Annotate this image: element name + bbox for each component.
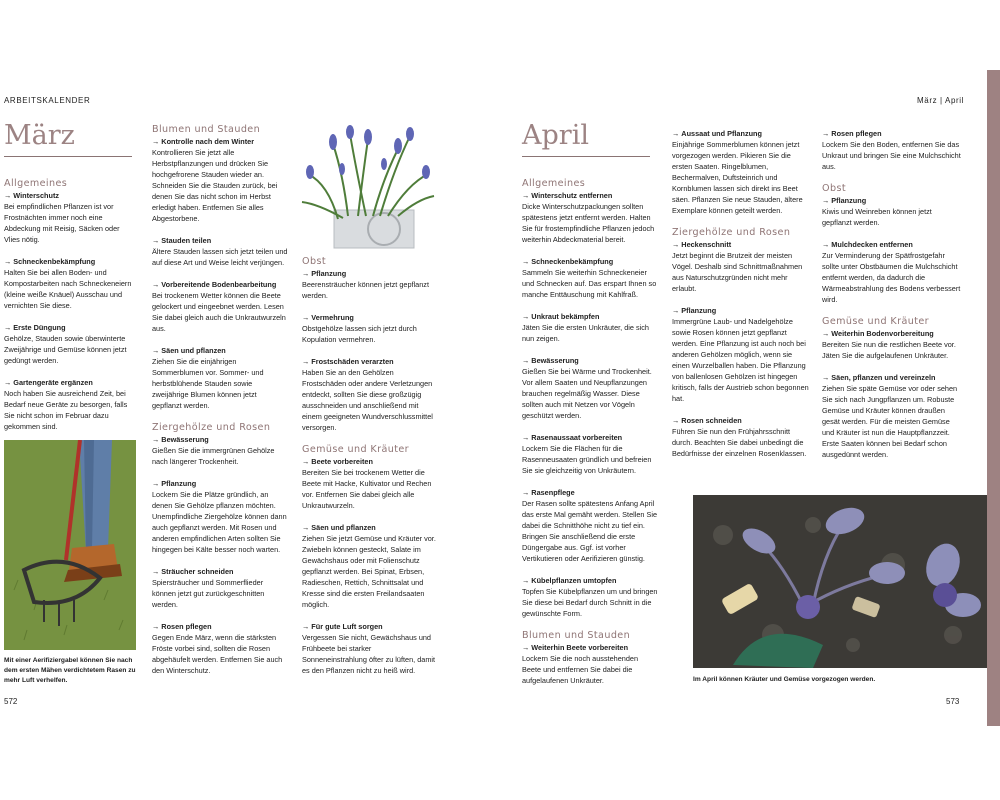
arrow-icon: → (522, 257, 530, 266)
section-heading: Allgemeines (522, 178, 586, 189)
arrow-icon: → (822, 196, 830, 205)
arrow-icon: → (152, 567, 160, 576)
running-header-left: ARBEITSKALENDER (4, 96, 91, 105)
arrow-icon: → (152, 280, 160, 289)
maerz-col2 (152, 124, 288, 687)
section-heading: Ziergehölze und Rosen (152, 422, 271, 433)
task-item: → Stauden teilen Ältere Stauden lassen sich jetzt teilen und auf diese Art und Weise leicht verjüngen. (152, 236, 288, 267)
arrow-icon: → (522, 433, 530, 442)
title-rule (522, 156, 650, 157)
task-item: → Rosen pflegen Lockern Sie den Boden, entfernen Sie das Unkraut und bringen Sie eine Mulchschicht aus. (822, 129, 961, 171)
arrow-icon: → (4, 191, 12, 200)
arrow-icon: → (522, 356, 530, 365)
task-item: → Rosen schneiden Führen Sie nun den Frühjahrsschnitt durch. Beachten Sie dabei unbedingt die Bedürfnisse der einzelnen Rosenklassen. (672, 416, 807, 458)
arrow-icon: → (522, 576, 530, 585)
arrow-icon: → (302, 269, 310, 278)
section-heading: Blumen und Stauden (522, 630, 631, 641)
task-item: → Erste Düngung Gehölze, Stauden sowie überwinterte Zweijährige und Gemüse können jetzt gedüngt werden. (4, 323, 127, 365)
arrow-icon: → (152, 622, 160, 631)
task-item: → Für gute Luft sorgen Vergessen Sie nicht, Gewächshaus und Frühbeete bei starker Sonneneinstrahlung öfter zu lüften, damit es den Pflanzen nicht zu heiß wird. (302, 622, 436, 675)
task-item: → Frostschäden verarzten Haben Sie an den Gehölzen Frostschäden oder andere Verletzungen entdeckt, sollten Sie diese großzügig ausschneiden und anschließend mit einem geeigneten Wundverschlussmittel versorgen. (302, 357, 433, 432)
arrow-icon: → (822, 240, 830, 249)
task-item: → Weiterhin Bodenvorbereitung Bereiten Sie nun die restlichen Beete vor. Jäten Sie die aufgelaufenen Unkräuter. (822, 329, 956, 360)
arrow-icon: → (152, 236, 160, 245)
task-item: → Bewässerung Gießen Sie bei Wärme und Trockenheit. Vor allem Saaten und Neupflanzungen brauchen regelmäßig Wasser. Diese sollten auch mit Netzen vor Vögeln geschützt werden. (522, 356, 652, 420)
arrow-icon: → (302, 622, 310, 631)
task-item: → Unkraut bekämpfen Jäten Sie die ersten Unkräuter, die sich nun zeigen. (522, 312, 649, 343)
task-item: → Pflanzung Immergrüne Laub- und Nadelgehölze sowie Rosen können jetzt gepflanzt werden. Eine Pflanzung ist auch noch bei anderen Gehölzen möglich, wenn sie einen Wurzelballen haben. Die Pflanzung von ballenlosen Gehölzen ist hingegen kritisch, falls der Austrieb schon begonnen hat. (672, 306, 809, 403)
arrow-icon: → (672, 416, 680, 425)
task-item: → Vermehrung Obstgehölze lassen sich jetzt durch Kopulation vermehren. (302, 313, 417, 344)
arrow-icon: → (822, 129, 830, 138)
task-item: → Rasenaussaat vorbereiten Lockern Sie die Flächen für die Rasenneusaaten gründlich und befreien Sie sie gleichzeitig von Unkräutern. (522, 433, 652, 475)
task-item: → Mulchdecken entfernen Zur Verminderung der Spätfrostgefahr sollte unter Obstbäumen die Mulchschicht entfernt werden, da dadurch die Wärmeabstrahlung des Bodens verbessert wird. (822, 240, 961, 304)
page-number-right: 573 (946, 697, 960, 706)
task-item: → Pflanzung Beerensträucher können jetzt gepflanzt werden. (302, 269, 429, 300)
arrow-icon: → (672, 306, 680, 315)
arrow-icon: → (522, 312, 530, 321)
section-heading: Ziergehölze und Rosen (672, 227, 791, 238)
arrow-icon: → (522, 488, 530, 497)
page-number-left: 572 (4, 697, 18, 706)
task-item: → Weiterhin Beete vorbereiten Lockern Sie die noch ausstehenden Beete und entfernen Sie dabei die aufgelaufenen Unkräuter. (522, 643, 639, 685)
task-item: → Pflanzung Kiwis und Weinreben können jetzt gepflanzt werden. (822, 196, 932, 227)
running-header-right: März | April (917, 96, 965, 105)
arrow-icon: → (152, 479, 160, 488)
maerz-col3 (302, 256, 438, 687)
april-col2 (672, 128, 810, 470)
arrow-icon: → (152, 137, 160, 146)
photo-caption: Im April können Kräuter und Gemüse vorgezogen werden. (693, 676, 876, 683)
task-item: → Gartengeräte ergänzen Noch haben Sie ausreichend Zeit, bei Bedarf neue Geräte zu besorgen, falls Sie nicht schon im Februar dazu gekommen sind. (4, 378, 128, 431)
month-title-april: April (522, 120, 589, 151)
arrow-icon: → (302, 313, 310, 322)
section-heading: Blumen und Stauden (152, 124, 261, 135)
task-item: → Schneckenbekämpfung Sammeln Sie weiterhin Schneckeneier und Schnecken auf. Das erspart Ihnen so manche Enttäuschung mit Kahlfraß. (522, 257, 657, 299)
photo-aerator-fork (4, 440, 136, 650)
maerz-col1 (4, 178, 136, 443)
arrow-icon: → (4, 378, 12, 387)
photo-seedlings (693, 495, 987, 668)
arrow-icon: → (4, 323, 12, 332)
arrow-icon: → (672, 240, 680, 249)
arrow-icon: → (522, 643, 530, 652)
task-item: → Kontrolle nach dem Winter Kontrollieren Sie jetzt alle Herbstpflanzungen und drücken Sie hochgefrorene Stauden wieder an. Schneiden Sie die Stauden zurück, bei denen Sie das nicht schon im Herbst erledigt haben. Entfernen Sie alles Abgestorbene. (152, 137, 278, 223)
photo-grape-hyacinths (298, 124, 436, 250)
section-heading: Gemüse und Kräuter (822, 316, 930, 327)
task-item: → Rasenpflege Der Rasen sollte spätestens Anfang April das erste Mal gemäht werden. Stellen Sie dabei die Schnitthöhe nicht zu tief ein. Bringen Sie anschließend die erste Düngergabe aus. Ggf. ist vorher Vertikutieren oder Aerifizieren günstig. (522, 488, 658, 563)
title-rule (4, 156, 132, 157)
arrow-icon: → (302, 457, 310, 466)
section-heading: Gemüse und Kräuter (302, 444, 410, 455)
arrow-icon: → (302, 523, 310, 532)
april-col3 (822, 128, 962, 471)
arrow-icon: → (302, 357, 310, 366)
arrow-icon: → (4, 257, 12, 266)
task-item: → Schneckenbekämpfung Halten Sie bei allen Boden- und Kompostarbeiten nach Schneckeneiern (kleine weiße Knäuel) Ausschau und vernichten Sie diese. (4, 257, 132, 310)
photo-caption: Mit einer Aerifiziergabel können Sie nach dem ersten Mähen verdichtetem Rasen zu mehr Luft verhelfen. (4, 657, 136, 684)
task-item: → Sträucher schneiden Spiersträucher und Sommerflieder können jetzt gut zurückgeschnitten werden. (152, 567, 265, 609)
task-item: → Heckenschnitt Jetzt beginnt die Brutzeit der meisten Vögel. Deshalb sind Schnittmaßnahmen aus Naturschutzgründen nicht mehr erlaubt. (672, 240, 803, 293)
task-item: → Vorbereitende Bodenbearbeitung Bei trockenem Wetter können die Beete gelockert und eingeebnet werden. Lesen Sie dabei gleich auch die Unkrautwurzeln aus. (152, 280, 286, 333)
arrow-icon: → (152, 346, 160, 355)
arrow-icon: → (672, 129, 680, 138)
arrow-icon: → (822, 329, 830, 338)
april-col1 (522, 178, 658, 697)
task-item: → Aussaat und Pflanzung Einjährige Sommerblumen können jetzt vorgezogen werden. Pikieren Sie die ersten Saaten. Ringelblumen, Bechermalven, Duftsteinrich und Kornblumen lassen sich direkt ins Beet säen. Pflanzen Sie neue Stauden, ältere Exemplare können geteilt werden. (672, 129, 803, 215)
task-item: → Winterschutz entfernen Dicke Winterschutzpackungen sollten spätestens jetzt entfernt werden. Halten Sie für frostempfindliche Pflanzen jedoch weiterhin Abdeckmaterial bereit. (522, 191, 655, 244)
arrow-icon: → (522, 191, 530, 200)
task-item: → Beete vorbereiten Bereiten Sie bei trockenem Wetter die Beete mit Hacke, Kultivator und Rechen vor. Entfernen Sie dabei gleich alle Unkrautwurzeln. (302, 457, 432, 510)
task-item: → Säen und pflanzen Ziehen Sie jetzt Gemüse und Kräuter vor. Zwiebeln können gesteckt, Salate im Gewächshaus oder mit Folienschutz gepflanzt werden. Bei Spinat, Erbsen, Radieschen, Rettich, Schnittsalat und Kresse sind die ersten Freilandsaaten möglich. (302, 523, 436, 609)
section-heading: Allgemeines (4, 178, 68, 189)
section-heading: Obst (302, 256, 327, 267)
task-item: → Säen, pflanzen und vereinzeln Ziehen Sie späte Gemüse vor oder sehen Sie sich nach Jungpflanzen um. Robuste Gemüse und Kräuter können draußen gesät werden. Für die meisten Gemüse und Kräuter ist nun die Hauptpflanzzeit. Erste Saaten können bei Bedarf schon ausgedünnt werden. (822, 373, 958, 459)
arrow-icon: → (152, 435, 160, 444)
arrow-icon: → (822, 373, 830, 382)
task-item: → Rosen pflegen Gegen Ende März, wenn die stärksten Fröste vorbei sind, sollten die Rosen abgehäufelt werden. Entfernen Sie auch den Winterschutz. (152, 622, 283, 675)
section-heading: Obst (822, 183, 847, 194)
task-item: → Bewässerung Gießen Sie die immergrünen Gehölze nach längerer Trockenheit. (152, 435, 275, 466)
task-item: → Winterschutz Bei empfindlichen Pflanzen ist vor Frostnächten immer noch eine Abdeckung mit Reisig, Säcken oder Vlies nötig. (4, 191, 120, 244)
task-item: → Säen und pflanzen Ziehen Sie die einjährigen Sommerblumen vor. Sommer- und herbstblühende Stauden sowie zweijährige Blumen können jetzt gepflanzt werden. (152, 346, 264, 410)
task-item: → Pflanzung Lockern Sie die Plätze gründlich, an denen Sie Gehölze pflanzen möchten. Unempfindliche Ziergehölze können dann auch gepflanzt werden. Mit Rosen und anderen empfindlichen Arten sollten Sie hingegen bei Kälte besser noch warten. (152, 479, 287, 554)
task-item: → Kübelpflanzen umtopfen Topfen Sie Kübelpflanzen um und bringen Sie diese bei Bedarf durch Schnitt in die gewünschte Form. (522, 576, 658, 618)
page-edge-tab (987, 70, 1000, 726)
month-title-maerz: März (4, 120, 75, 151)
